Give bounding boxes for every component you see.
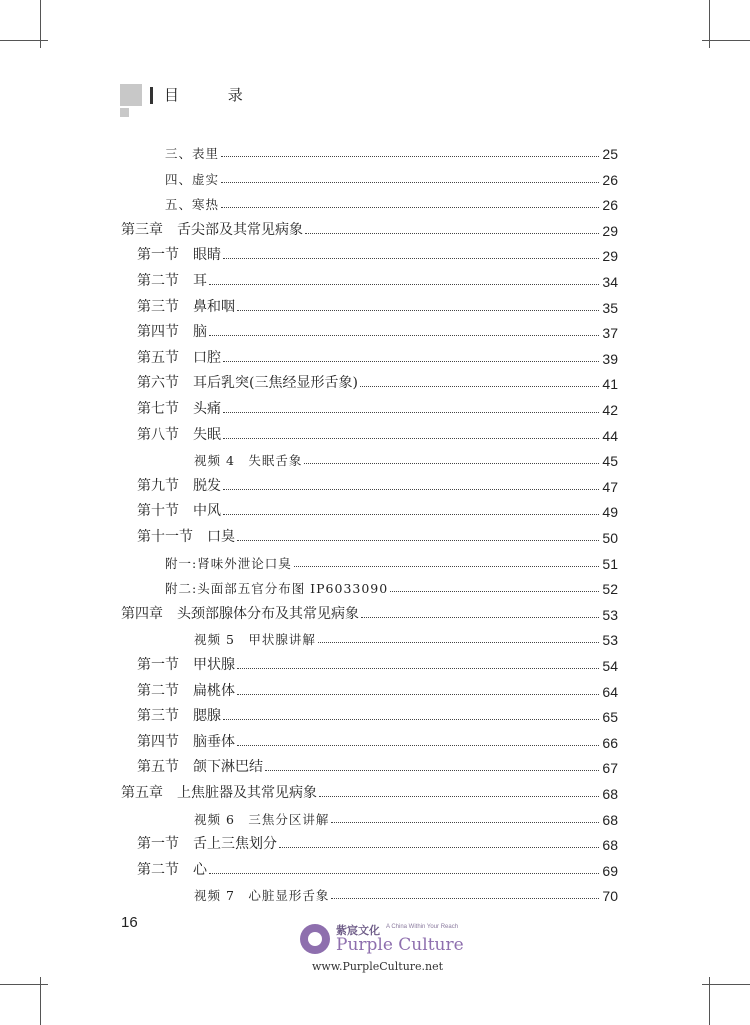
toc-entry-page: 42: [602, 402, 618, 418]
logo-url: www.PurpleCulture.net: [312, 960, 444, 973]
crop-mark: [0, 984, 48, 985]
toc-entry-label: 第四章 头颈部腺体分布及其常见病象: [121, 605, 359, 622]
toc-entry-label: 第三章 舌尖部及其常见病象: [121, 221, 303, 238]
toc-entry-label: 第十节 中风: [137, 503, 221, 520]
toc-entry: [137, 471, 618, 495]
toc-entry-label: 第一节 甲状腺: [137, 657, 235, 673]
toc-entry: [194, 624, 618, 648]
toc-entry-page: 52: [602, 581, 618, 598]
toc-entry-label: 视频 4 失眠舌象: [194, 453, 303, 469]
toc-entry: [194, 880, 618, 904]
toc-entry: [137, 317, 618, 341]
logo-name: Purple Culture: [336, 935, 464, 955]
toc-leader-dots: [360, 386, 599, 387]
toc-entry-page: 37: [602, 325, 618, 342]
toc-entry-label: 第一节 眼睛: [137, 247, 221, 264]
toc-entry: [137, 855, 618, 879]
toc-entry-label: 视频 6 三焦分区讲解: [194, 811, 330, 827]
toc-entry-page: 51: [602, 555, 618, 572]
toc-entry: [137, 496, 618, 520]
toc-entry: [121, 778, 618, 802]
toc-leader-dots: [319, 796, 599, 797]
toc-leader-dots: [221, 182, 599, 183]
toc-entry: [137, 240, 618, 264]
toc-leader-dots: [237, 745, 599, 746]
toc-entry-page: 53: [602, 606, 618, 623]
toc-leader-dots: [279, 847, 599, 848]
toc-entry-label: 第五章 上焦脏器及其常见病象: [121, 785, 317, 801]
toc-entry-label: 第四节 脑垂体: [137, 733, 235, 750]
toc-leader-dots: [318, 642, 599, 643]
toc-leader-dots: [331, 898, 599, 899]
crop-mark: [702, 984, 750, 985]
toc-entry: [137, 829, 618, 853]
toc-leader-dots: [223, 412, 599, 413]
toc-entry-page: 29: [602, 222, 618, 239]
toc-entry: [194, 804, 618, 828]
logo-tagline: A China Within Your Reach: [386, 924, 459, 930]
toc-entry-page: 29: [602, 248, 618, 265]
toc-entry: [137, 752, 618, 776]
toc-leader-dots: [223, 258, 599, 259]
toc-leader-dots: [237, 310, 599, 311]
toc-entry-label: 第九节 脱发: [137, 477, 221, 494]
toc-leader-dots: [223, 514, 599, 515]
toc-entry-label: 第二节 耳: [137, 273, 207, 289]
toc-entry-page: 49: [602, 504, 618, 521]
toc-entry: [194, 445, 618, 469]
toc-entry-label: 第六节 耳后乳突(三焦经显形舌象): [137, 375, 358, 392]
toc-entry-page: 68: [602, 837, 618, 854]
toc-entry-page: 50: [602, 530, 618, 546]
toc-entry: [137, 394, 618, 418]
toc-entry-label: 第三节 腮腺: [137, 708, 221, 725]
toc-entry-label: 四、虚实: [165, 171, 220, 187]
toc-entry: [137, 420, 618, 444]
toc-entry-page: 69: [602, 862, 618, 879]
toc-entry-label: 视频 7 心脏显形舌象: [194, 888, 330, 904]
toc-entry: [121, 215, 618, 239]
toc-entry: [137, 292, 618, 316]
toc-entry: [137, 343, 618, 367]
toc-entry-label: 第十一节 口臭: [137, 529, 235, 545]
header-decoration: [120, 108, 129, 117]
toc-entry-page: 70: [602, 888, 618, 905]
toc-entry-page: 26: [602, 171, 618, 188]
toc-entry-page: 26: [602, 197, 618, 214]
toc-leader-dots: [223, 489, 599, 490]
toc-entry-label: 三、表里: [165, 146, 220, 161]
header-decoration: [120, 84, 142, 106]
toc-entry-page: 64: [602, 683, 618, 700]
toc-entry-page: 41: [602, 376, 618, 393]
toc-entry-label: 第四节 脑: [137, 324, 207, 341]
toc-entry-page: 53: [602, 632, 618, 649]
toc-entry-label: 第五节 颌下淋巴结: [137, 759, 263, 776]
toc-entry-label: 视频 5 甲状腺讲解: [194, 632, 316, 648]
toc-leader-dots: [209, 284, 599, 285]
toc-leader-dots: [209, 873, 599, 874]
toc-leader-dots: [237, 668, 599, 669]
toc-entry: [137, 650, 618, 674]
toc-entry-page: 44: [602, 427, 618, 444]
toc-leader-dots: [294, 566, 600, 567]
toc-entry: [165, 138, 618, 162]
toc-entry-page: 67: [602, 760, 618, 777]
toc-entry-page: 39: [602, 350, 618, 367]
toc-entry-page: 25: [602, 146, 618, 162]
toc-entry-label: 第五节 口腔: [137, 349, 221, 366]
toc-leader-dots: [223, 719, 599, 720]
toc-entry-page: 66: [602, 734, 618, 751]
toc-leader-dots: [237, 540, 599, 541]
logo-icon: [300, 924, 330, 954]
toc-entry-label: 附一:肾味外泄论口臭: [165, 555, 292, 571]
header-bar: [150, 87, 153, 104]
toc-entry-label: 第一节 舌上三焦划分: [137, 836, 277, 853]
toc-leader-dots: [221, 207, 599, 208]
toc-entry: [137, 701, 618, 725]
toc-entry: [165, 164, 618, 188]
toc-leader-dots: [221, 156, 599, 157]
toc-entry: [165, 189, 618, 213]
toc-entry: [137, 266, 618, 290]
toc-entry-page: 68: [602, 786, 618, 802]
toc-leader-dots: [223, 438, 599, 439]
toc-leader-dots: [265, 770, 599, 771]
toc-entry: [121, 599, 618, 623]
toc-entry-label: 第三节 鼻和咽: [137, 298, 235, 315]
toc-entry: [137, 727, 618, 751]
toc-leader-dots: [361, 617, 599, 618]
toc-entry-page: 47: [602, 478, 618, 495]
toc-leader-dots: [304, 463, 599, 464]
toc-entry-page: 35: [602, 299, 618, 316]
toc-leader-dots: [223, 361, 599, 362]
toc-entry: [165, 573, 618, 597]
toc-leader-dots: [390, 591, 599, 592]
toc-leader-dots: [331, 822, 599, 823]
toc-entry-label: 第二节 心: [137, 861, 207, 878]
toc-entry-label: 第八节 失眠: [137, 426, 221, 443]
logo-chinese-name: 紫宸文化: [336, 924, 380, 937]
watermark-logo: [300, 922, 464, 982]
crop-mark: [702, 40, 750, 41]
page-title: 目 录: [164, 86, 265, 104]
toc-entry-page: 34: [602, 274, 618, 290]
toc-leader-dots: [237, 694, 599, 695]
toc-entry: [137, 676, 618, 700]
toc-entry-page: 65: [602, 709, 618, 726]
page-number: 16: [121, 914, 138, 931]
toc-entry-page: 68: [602, 811, 618, 828]
toc-entry: [165, 548, 618, 572]
toc-entry-label: 五、寒热: [165, 197, 220, 213]
toc-leader-dots: [209, 335, 599, 336]
toc-entry-page: 54: [602, 658, 618, 674]
toc-entry-label: 第七节 头痛: [137, 401, 221, 417]
toc-entry: [137, 368, 618, 392]
crop-mark: [0, 40, 48, 41]
toc-entry-page: 45: [602, 453, 618, 470]
toc-entry-label: 附二:头面部五官分布图 IP6033090: [165, 581, 389, 597]
toc-entry-label: 第二节 扁桃体: [137, 682, 235, 699]
toc-entry: [137, 522, 618, 546]
toc-leader-dots: [305, 233, 599, 234]
